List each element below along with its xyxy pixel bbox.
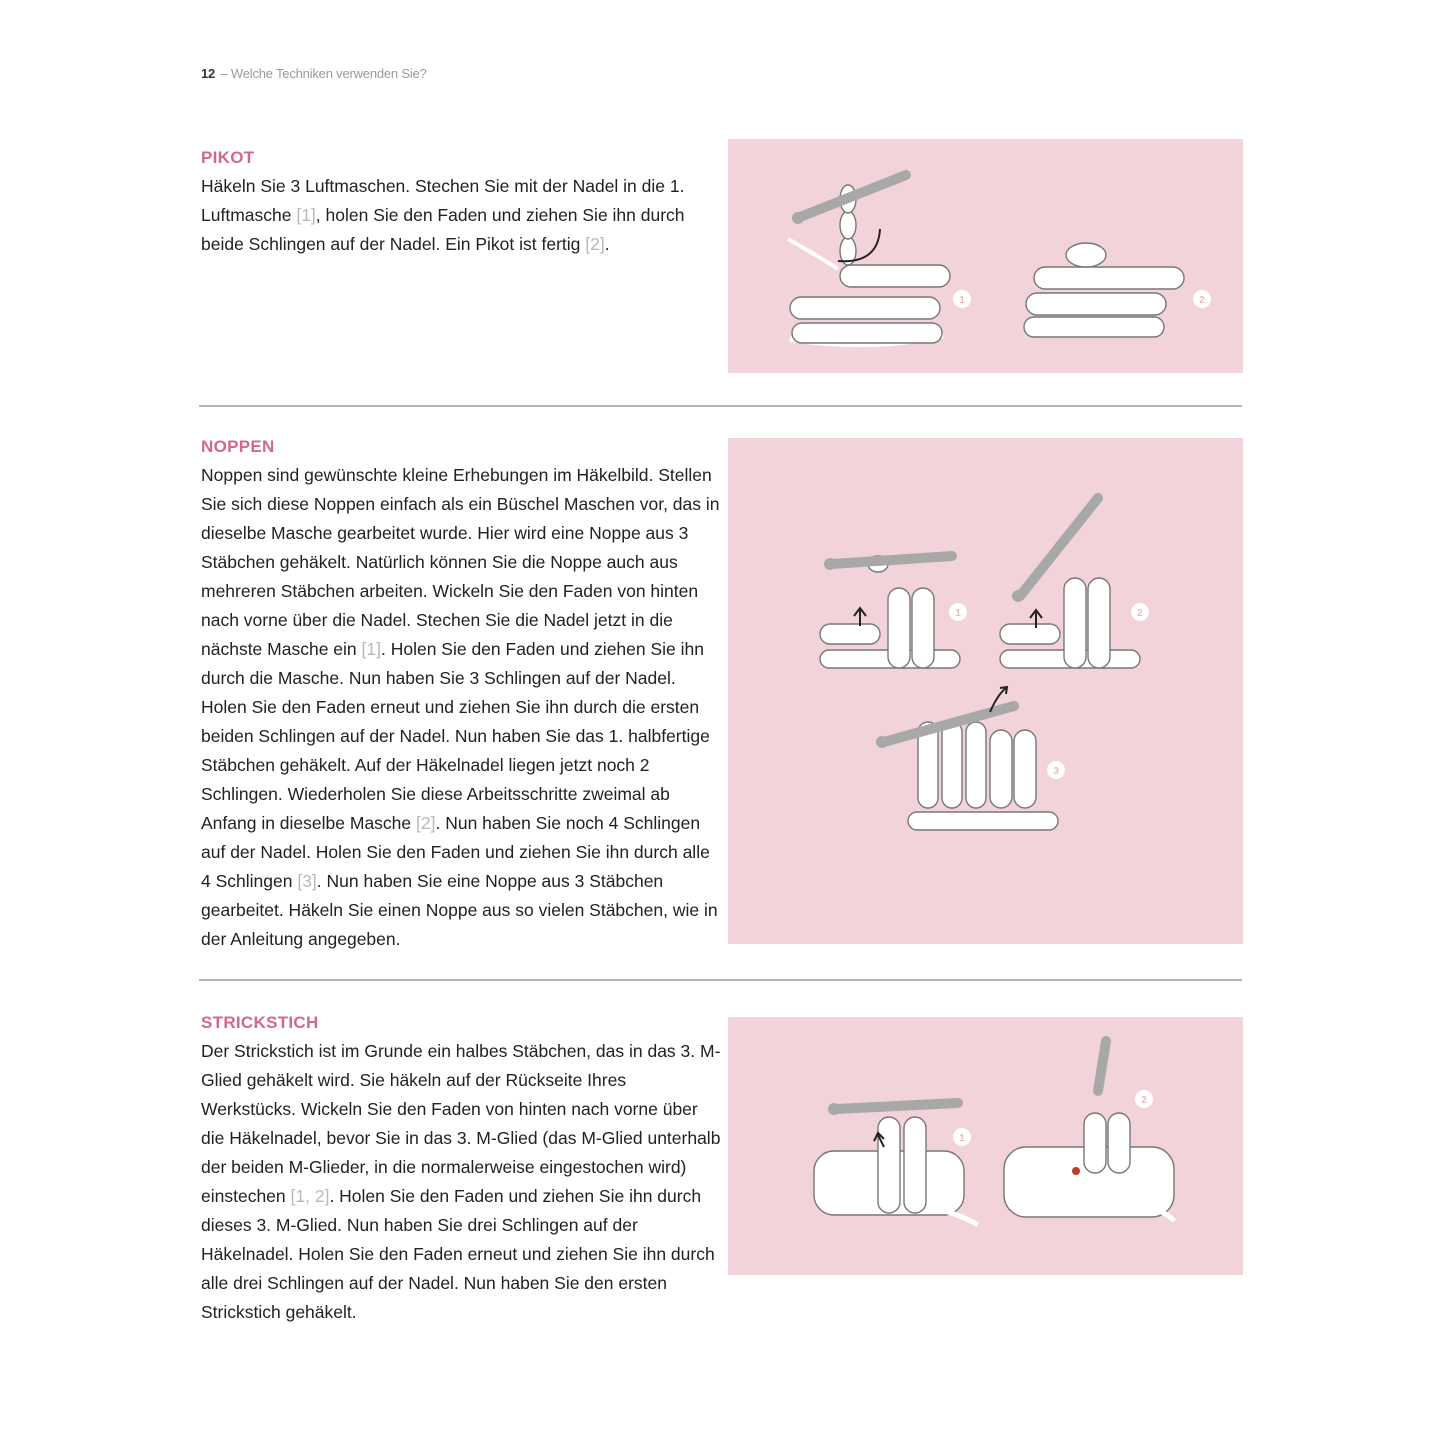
step-ref: [1, 2] <box>290 1186 330 1206</box>
body-text: . Holen Sie den Faden und ziehen Sie ihn durch dieses 3. M-Glied. Nun haben Sie drei Schlingen auf der Häkelnadel. Holen Sie den Faden erneut und ziehen Sie ihn durch alle drei Schlingen auf der Nadel. Nun haben Sie den ersten Strickstich gehäkelt. <box>201 1186 715 1322</box>
illustration-panel-noppen <box>728 438 1243 944</box>
noppen-illustration <box>728 438 1243 944</box>
crochet-hook-icon <box>824 556 952 570</box>
strickstich-illustration <box>728 1017 1243 1275</box>
crochet-hook-icon <box>828 1103 958 1115</box>
step-ref: [1] <box>361 639 381 659</box>
step-label: 1 <box>955 608 961 619</box>
body-text: . <box>604 234 610 254</box>
section-heading: NOPPEN <box>201 437 275 456</box>
step-ref: [3] <box>297 871 317 891</box>
body-text: , holen Sie den Faden und ziehen Sie ihn durch beide Schlingen auf der Nadel. Ein Pikot ist fertig <box>201 205 685 254</box>
section-divider <box>199 405 1242 407</box>
section-body <box>201 1037 721 1327</box>
crochet-swatch-illustration <box>1024 243 1184 337</box>
body-text: . Nun haben Sie noch 4 Schlingen auf der Nadel. Holen Sie den Faden und ziehen Sie ihn durch alle 4 Schlingen <box>201 813 710 891</box>
arrow-icon <box>854 608 866 626</box>
step-label: 3 <box>1053 766 1059 777</box>
body-text: . Nun haben Sie eine Noppe aus 3 Stäbchen gearbeitet. Häkeln Sie einen Noppe aus so vielen Stäbchen, wie in der Anleitung angegeben. <box>201 871 718 949</box>
illustration-panel-strickstich <box>728 1017 1243 1275</box>
page-number: 12 <box>201 66 216 81</box>
crochet-swatch-illustration <box>820 556 960 668</box>
step-ref: [1] <box>296 205 316 225</box>
step-label: 1 <box>959 295 965 306</box>
step-label: 2 <box>1199 295 1205 306</box>
body-text: . Holen Sie den Faden und ziehen Sie ihn durch die Masche. Nun haben Sie 3 Schlingen auf der Nadel. Holen Sie den Faden erneut und ziehen Sie ihn durch die ersten beiden Schlingen auf der Nadel. Nun haben Sie das 1. halbfertige Stäbchen gehäkelt. Auf der Häkelnadel liegen jetzt noch 2 Schlingen. Wiederholen Sie diese Arbeitsschritte zweimal ab Anfang in dieselbe Masche <box>201 639 710 833</box>
section-heading: PIKOT <box>201 148 255 167</box>
body-text: Noppen sind gewünschte kleine Erhebungen im Häkelbild. Stellen Sie sich diese Noppen einfach als ein Büschel Maschen vor, das in dieselbe Masche gearbeitet wurde. Hier wird eine Noppe aus 3 Stäbchen gehäkelt. Natürlich können Sie die Noppe auch aus mehreren Stäbchen arbeiten. Wickeln Sie den Faden von hinten nach vorne über die Nadel. Stechen Sie die Nadel jetzt in die nächste Masche ein <box>201 465 720 659</box>
running-head <box>201 66 427 81</box>
step-label: 2 <box>1141 1095 1147 1106</box>
section-body <box>201 172 721 259</box>
crochet-swatch-illustration <box>908 722 1058 830</box>
step-ref: [2] <box>585 234 605 254</box>
crochet-hook-icon <box>1098 1041 1106 1091</box>
section-heading: STRICKSTICH <box>201 1013 319 1032</box>
insertion-point-marker <box>1072 1167 1080 1175</box>
section-body <box>201 461 721 954</box>
illustration-panel-pikot <box>728 139 1243 373</box>
body-text: Häkeln Sie 3 Luftmaschen. Stechen Sie mit der Nadel in die 1. Luftmasche <box>201 176 685 225</box>
step-ref: [2] <box>416 813 436 833</box>
section-divider <box>199 979 1242 981</box>
crochet-swatch-illustration <box>1004 1113 1174 1221</box>
chapter-title: – Welche Techniken verwenden Sie? <box>217 66 427 81</box>
pikot-illustration <box>728 139 1243 373</box>
crochet-swatch-illustration <box>814 1117 978 1225</box>
step-label: 2 <box>1137 608 1143 619</box>
step-label: 1 <box>959 1133 965 1144</box>
body-text: Der Strickstich ist im Grunde ein halbes Stäbchen, das in das 3. M-Glied gehäkelt wird. Sie häkeln auf der Rückseite Ihres Werkstücks. Wickeln Sie den Faden von hinten nach vorne über die Häkelnadel, bevor Sie in das 3. M-Glied (das M-Glied unterhalb der beiden M-Glieder, in die normalerweise eingestochen wird) einstechen <box>201 1041 721 1206</box>
